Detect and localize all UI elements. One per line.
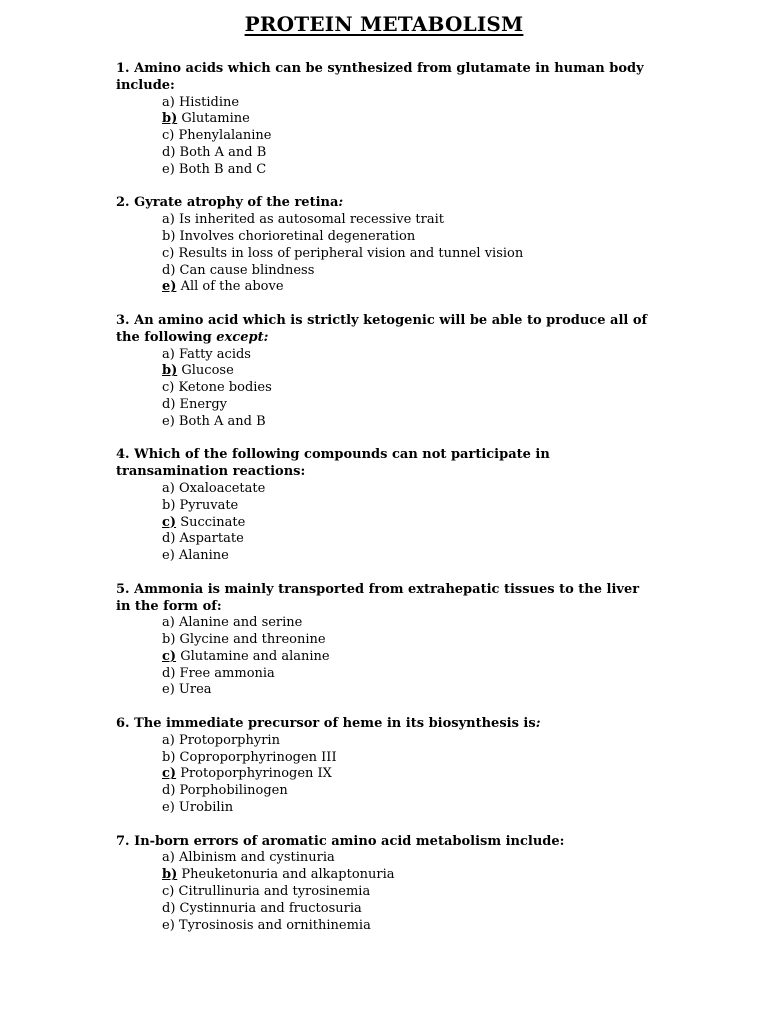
answer-letter: d) (162, 262, 176, 278)
question-stem: Amino acids which can be synthesized from glutamate in human body include: (116, 61, 644, 93)
answer-text: Can cause blindness (179, 262, 315, 278)
answer-option (116, 884, 656, 901)
answer-options (116, 347, 656, 431)
answer-text: Energy (179, 396, 227, 412)
correct-answer-letter: b) (162, 111, 178, 127)
question-stem: The immediate precursor of heme in its biosynthesis is (134, 716, 536, 732)
question-stem: Which of the following compounds can not participate in transamination reactions: (116, 447, 550, 480)
answer-option (116, 162, 656, 179)
answer-options (116, 481, 656, 565)
correct-answer-letter: c) (162, 648, 177, 664)
question-6 (116, 716, 656, 817)
answer-option (116, 750, 656, 767)
question-5 (116, 582, 656, 700)
answer-text: Protoporphyrinogen IX (180, 766, 332, 782)
answer-text: Alanine and serine (178, 615, 303, 631)
answer-text: Alanine (178, 548, 229, 564)
question-number: 7. (116, 833, 130, 849)
answer-text: Both B and C (178, 161, 267, 177)
question-stem: Ammonia is mainly transported from extrahepatic tissues to the liver in the form of: (116, 581, 640, 614)
page-title-text: PROTEIN METABOLISM (244, 12, 524, 36)
answer-option (116, 615, 656, 632)
answer-option (116, 850, 656, 867)
question-text (116, 195, 656, 212)
answer-text: Fatty acids (178, 346, 251, 362)
answer-letter: d) (162, 144, 176, 160)
answer-text: Histidine (178, 94, 240, 110)
question-2 (116, 195, 656, 296)
answer-letter: d) (162, 900, 176, 916)
answer-letter: c) (162, 380, 175, 396)
answer-text: Porphobilinogen (179, 783, 288, 799)
answer-letter: b) (162, 632, 176, 648)
question-number: 6. (116, 716, 130, 732)
question-emphasis: : (535, 716, 541, 732)
answer-option (116, 128, 656, 145)
answer-option (116, 95, 656, 112)
answer-text: Coproporphyrinogen III (179, 749, 337, 765)
answer-option (116, 632, 656, 649)
question-emphasis: : (338, 195, 344, 211)
answer-options (116, 733, 656, 817)
answer-letter: a) (162, 212, 175, 228)
answer-text: Citrullinuria and tyrosinemia (178, 884, 371, 900)
answer-letter: a) (162, 480, 175, 496)
answer-option (116, 481, 656, 498)
answer-text: Free ammonia (179, 665, 275, 681)
answer-text: Both A and B (179, 144, 267, 160)
answer-letter: d) (162, 396, 176, 412)
question-number: 4. (116, 447, 130, 463)
answer-letter: e) (162, 800, 175, 816)
answer-letter: a) (162, 615, 175, 631)
answer-option (116, 649, 656, 666)
answer-text: Pyruvate (179, 497, 239, 513)
answer-letter: e) (162, 917, 175, 933)
answer-option (116, 682, 656, 699)
answer-text: Glutamine and alanine (180, 648, 330, 664)
question-text (116, 447, 656, 481)
question-7 (116, 834, 656, 935)
answer-letter: b) (162, 749, 176, 765)
answer-text: Both A and B (178, 413, 266, 429)
answer-text: Ketone bodies (178, 380, 272, 396)
answer-option (116, 666, 656, 683)
question-number: 5. (116, 581, 130, 597)
answer-text: Urea (178, 682, 212, 698)
answer-letter: d) (162, 531, 176, 547)
answer-letter: c) (162, 884, 175, 900)
answer-option (116, 397, 656, 414)
answer-option (116, 246, 656, 263)
answer-option (116, 145, 656, 162)
answer-option (116, 263, 656, 280)
answer-options (116, 850, 656, 934)
answer-text: Glycine and threonine (179, 632, 326, 648)
answer-letter: c) (162, 128, 175, 144)
answer-text: Oxaloacetate (178, 480, 266, 496)
answer-text: All of the above (180, 279, 284, 295)
answer-letter: a) (162, 850, 175, 866)
answer-text: Phenylalanine (178, 128, 272, 144)
answer-option (116, 111, 656, 128)
page-title (0, 11, 768, 37)
answer-option (116, 918, 656, 935)
answer-letter: d) (162, 665, 176, 681)
answer-text: Is inherited as autosomal recessive trait (178, 212, 444, 228)
answer-letter: b) (162, 497, 176, 513)
answer-option (116, 867, 656, 884)
answer-text: Glutamine (181, 111, 250, 127)
answer-option (116, 212, 656, 229)
answer-letter: a) (162, 346, 175, 362)
answer-text: Glucose (181, 363, 234, 379)
question-number: 2. (116, 195, 130, 211)
answer-option (116, 363, 656, 380)
answer-option (116, 783, 656, 800)
question-stem: An amino acid which is strictly ketogenic will be able to produce all of the following (116, 312, 648, 345)
answer-text: Pheuketonuria and alkaptonuria (181, 867, 395, 883)
answer-text: Succinate (180, 514, 246, 530)
answer-letter: e) (162, 413, 175, 429)
question-3 (116, 313, 656, 431)
question-text (116, 834, 656, 851)
question-number: 3. (116, 312, 130, 328)
answer-letter: e) (162, 548, 175, 564)
correct-answer-letter: b) (162, 867, 178, 883)
answer-text: Urobilin (178, 800, 234, 816)
question-text (116, 582, 656, 616)
answer-text: Results in loss of peripheral vision and tunnel vision (178, 245, 524, 261)
correct-answer-letter: e) (162, 279, 177, 295)
answer-letter: e) (162, 161, 175, 177)
answer-letter: b) (162, 228, 176, 244)
question-text (116, 61, 656, 95)
answer-letter: a) (162, 732, 175, 748)
answer-option (116, 766, 656, 783)
answer-letter: e) (162, 682, 175, 698)
question-number: 1. (116, 61, 130, 76)
answer-option (116, 733, 656, 750)
question-text (116, 716, 656, 733)
answer-option (116, 548, 656, 565)
answer-option (116, 229, 656, 246)
answer-option (116, 279, 656, 296)
answer-option (116, 515, 656, 532)
answer-letter: a) (162, 94, 175, 110)
answer-text: Protoporphyrin (178, 732, 280, 748)
answer-option (116, 901, 656, 918)
correct-answer-letter: c) (162, 766, 177, 782)
question-text (116, 313, 656, 347)
answer-letter: d) (162, 783, 176, 799)
answer-text: Albinism and cystinuria (178, 850, 335, 866)
answer-option (116, 347, 656, 364)
answer-options (116, 212, 656, 296)
answer-text: Involves chorioretinal degeneration (179, 228, 416, 244)
answer-option (116, 800, 656, 817)
question-4 (116, 447, 656, 565)
answer-option (116, 380, 656, 397)
answer-options (116, 95, 656, 179)
correct-answer-letter: b) (162, 363, 178, 379)
correct-answer-letter: c) (162, 514, 177, 530)
answer-text: Tyrosinosis and ornithinemia (178, 917, 371, 933)
question-list (116, 61, 656, 951)
question-stem: In-born errors of aromatic amino acid metabolism include: (134, 833, 565, 849)
answer-text: Cystinnuria and fructosuria (179, 900, 362, 916)
answer-option (116, 414, 656, 431)
question-1 (116, 61, 656, 179)
question-stem: Gyrate atrophy of the retina (134, 195, 339, 211)
answer-option (116, 531, 656, 548)
answer-option (116, 498, 656, 515)
answer-letter: c) (162, 245, 175, 261)
question-emphasis: except: (216, 329, 269, 345)
answer-options (116, 615, 656, 699)
answer-text: Aspartate (179, 531, 244, 547)
